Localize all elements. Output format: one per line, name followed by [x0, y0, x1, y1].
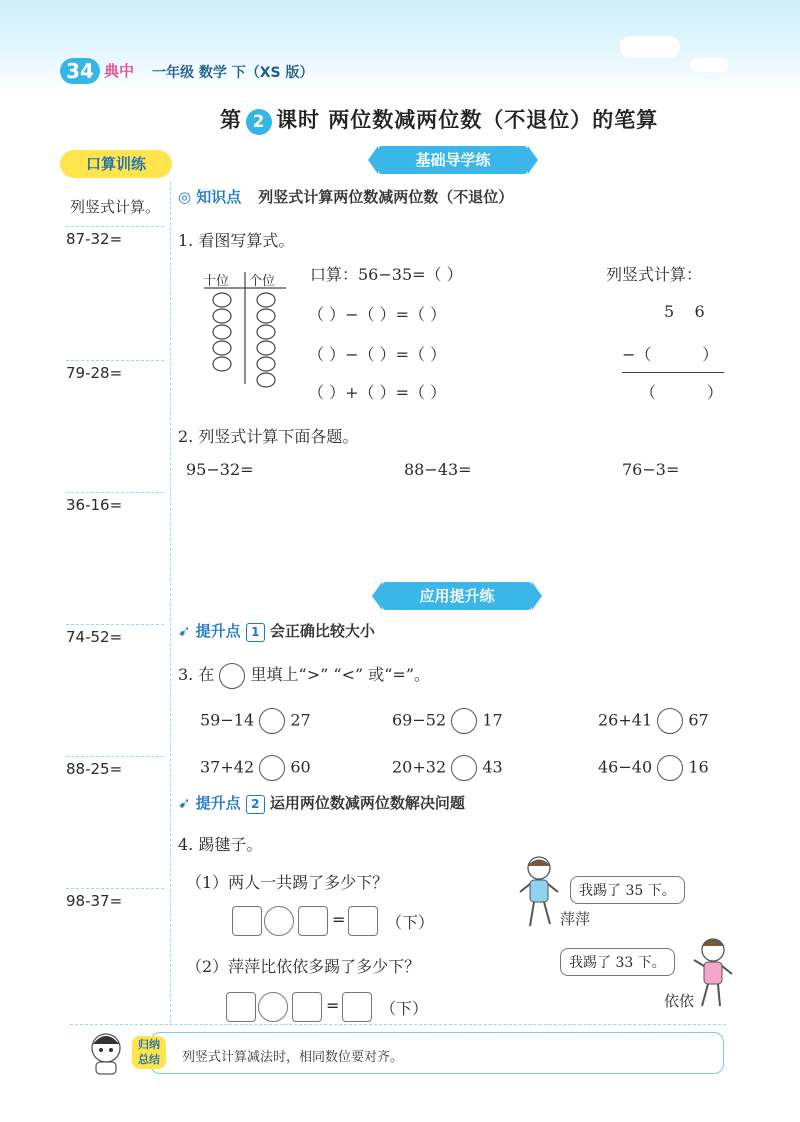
section-banner-apply	[382, 582, 532, 610]
compare-right: 16	[688, 757, 709, 777]
page-number: 34	[60, 58, 100, 84]
divider	[66, 624, 164, 625]
equation-row: （ ）+（ ）=（ ）	[308, 383, 447, 402]
ones-header: 个位	[249, 274, 276, 289]
summary-text: 列竖式计算减法时，相同数位要对齐。	[182, 1050, 404, 1065]
compare-right: 67	[688, 710, 709, 730]
compare-circle[interactable]	[451, 708, 477, 734]
abacus-bead	[213, 293, 231, 307]
vertical-result: （ ）	[640, 383, 723, 402]
summary-divider	[70, 1024, 726, 1025]
q2-item: 76−3=	[622, 460, 680, 479]
question-2-title: 2. 列竖式计算下面各题。	[178, 427, 359, 446]
improvement-point-2	[178, 792, 465, 814]
answer-box[interactable]	[348, 906, 378, 936]
oral-item: 74-52=	[66, 628, 123, 646]
improvement-text: 会正确比较大小	[269, 622, 375, 640]
improvement-number: 2	[246, 795, 265, 814]
brand-logo: 典中	[104, 62, 135, 80]
banner-label: 基础导学练	[415, 151, 491, 169]
knowledge-point	[178, 186, 513, 207]
q2-item: 95−32=	[186, 460, 254, 479]
answer-box[interactable]	[298, 906, 328, 936]
abacus-bead	[213, 341, 231, 355]
tens-beads	[213, 293, 231, 371]
rocket-icon: ➹	[178, 794, 191, 812]
improvement-point-1	[178, 620, 375, 642]
answer-box[interactable]	[292, 992, 322, 1022]
q3-title-pre: 3. 在	[178, 665, 215, 684]
vertical-line	[622, 372, 724, 373]
mascot-icon	[84, 1030, 128, 1076]
oral-item: 87-32=	[66, 230, 123, 248]
unit-label: （下）	[386, 913, 435, 932]
compare-circle[interactable]	[259, 708, 285, 734]
compare-item	[598, 755, 709, 781]
compare-left: 69−52	[392, 710, 447, 730]
compare-right: 60	[290, 757, 311, 777]
vertical-top-number: 5 6	[664, 302, 705, 321]
abacus-bead	[257, 341, 275, 355]
improvement-label: 提升点	[195, 622, 241, 640]
equals-sign: =	[332, 910, 346, 929]
answer-box[interactable]	[342, 992, 372, 1022]
divider	[66, 226, 164, 227]
ones-beads	[257, 293, 275, 387]
girl-name: 依依	[664, 992, 695, 1010]
oral-calc: 口算：56−35=（ ）	[310, 265, 463, 284]
improvement-label: 提升点	[195, 794, 241, 812]
abacus-bead	[257, 309, 275, 323]
improvement-text: 运用两位数减两位数解决问题	[269, 794, 465, 812]
banner-label: 应用提升练	[419, 587, 495, 605]
summary-badge	[132, 1036, 166, 1069]
compare-circle-sample	[219, 663, 245, 689]
question-1-title: 1. 看图写算式。	[178, 231, 295, 250]
answer-box[interactable]	[226, 992, 256, 1022]
oral-item: 36-16=	[66, 496, 123, 514]
answer-box[interactable]	[232, 906, 262, 936]
question-3-title	[178, 662, 430, 689]
summary-badge-line: 归纳	[138, 1038, 160, 1051]
divider	[66, 888, 164, 889]
oral-item: 88-25=	[66, 760, 123, 778]
compare-left: 26+41	[598, 710, 653, 730]
compare-right: 17	[482, 710, 503, 730]
compare-right: 43	[482, 757, 503, 777]
equation-row: （ ）−（ ）=（ ）	[308, 305, 447, 324]
compare-circle[interactable]	[657, 708, 683, 734]
compare-left: 20+32	[392, 757, 447, 777]
vertical-calc-label: 列竖式计算：	[606, 265, 703, 284]
compare-circle[interactable]	[451, 755, 477, 781]
compare-left: 59−14	[200, 710, 255, 730]
tens-header: 十位	[203, 274, 230, 289]
column-divider	[170, 182, 171, 1022]
abacus-bead	[257, 357, 275, 371]
compare-left: 46−40	[598, 757, 653, 777]
q4-sub2: （2）萍萍比依依多踢了多少下？	[186, 957, 421, 976]
speech-bubble: 我踢了 35 下。	[570, 876, 685, 904]
abacus-bead	[257, 373, 275, 387]
oral-item: 79-28=	[66, 364, 123, 382]
cloud-decoration	[620, 36, 680, 58]
knowledge-text: 列竖式计算两位数减两位数（不退位）	[258, 188, 514, 206]
compare-right: 27	[290, 710, 311, 730]
oral-training-badge: 口算训练	[60, 150, 172, 178]
divider	[66, 360, 164, 361]
equals-sign: =	[326, 996, 340, 1015]
equation-row: （ ）−（ ）=（ ）	[308, 345, 447, 364]
abacus-bead	[213, 309, 231, 323]
section-banner-basic	[378, 146, 528, 174]
abacus-bead	[257, 293, 275, 307]
target-icon: ◎	[178, 188, 192, 206]
abacus-bead	[213, 357, 231, 371]
vertical-subtrahend: −（ ）	[622, 345, 719, 364]
abacus-bead	[213, 325, 231, 339]
divider	[66, 756, 164, 757]
improvement-number: 1	[246, 623, 265, 642]
compare-item	[598, 708, 709, 734]
lesson-name: 课时 两位数减两位数（不退位）的笔算	[276, 108, 659, 132]
compare-item	[200, 755, 311, 781]
abacus-bead	[257, 325, 275, 339]
compare-item	[392, 755, 503, 781]
question-4-title: 4. 踢毽子。	[178, 835, 263, 854]
unit-label: （下）	[380, 999, 429, 1018]
compare-item	[200, 708, 311, 734]
q4-sub1: （1）两人一共踢了多少下？	[186, 873, 389, 892]
q2-item: 88−43=	[404, 460, 472, 479]
divider	[66, 492, 164, 493]
girl-pingping-illustration	[516, 852, 562, 932]
q3-title-post: 里填上“>” “<” 或“=”。	[250, 665, 431, 684]
speech-bubble: 我踢了 33 下。	[560, 948, 675, 976]
oral-item: 98-37=	[66, 892, 123, 910]
lesson-title	[220, 104, 658, 135]
cloud-decoration	[690, 58, 728, 72]
rocket-icon: ➹	[178, 622, 191, 640]
compare-circle[interactable]	[259, 755, 285, 781]
girl-name: 萍萍	[560, 910, 591, 928]
compare-left: 37+42	[200, 757, 255, 777]
book-title: 一年级 数学 下（XS 版）	[152, 65, 314, 81]
lesson-prefix: 第	[220, 108, 242, 132]
summary-badge-line: 总结	[138, 1053, 160, 1066]
compare-circle[interactable]	[657, 755, 683, 781]
operator-circle[interactable]	[258, 992, 288, 1022]
girl-yiyi-illustration	[690, 934, 736, 1010]
operator-circle[interactable]	[264, 906, 294, 936]
oral-instruction: 列竖式计算。	[70, 198, 161, 216]
lesson-number: 2	[246, 109, 272, 135]
compare-item	[392, 708, 503, 734]
knowledge-label: 知识点	[196, 188, 242, 206]
